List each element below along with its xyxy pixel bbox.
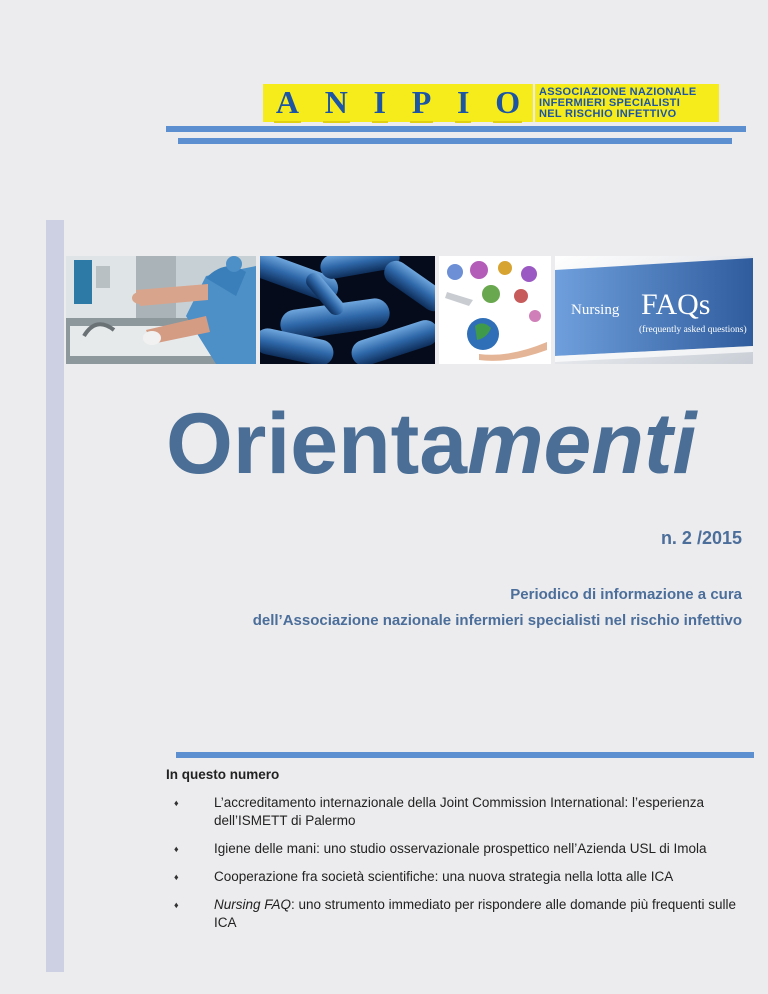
logo-letter: A xyxy=(274,84,301,123)
handwashing-photo xyxy=(66,256,256,364)
contents-list xyxy=(166,794,746,942)
subtitle-line-2: dell’Associazione nazionale infermieri specialisti nel rischio infettivo xyxy=(252,612,742,629)
bullet-diamond-icon: ♦ xyxy=(174,844,179,854)
nursing-faqs-card xyxy=(555,256,753,364)
list-item xyxy=(166,794,746,830)
title-part-regular: Orienta xyxy=(166,396,468,492)
list-item xyxy=(166,896,746,932)
contents-rule xyxy=(176,752,754,758)
list-item-text: : uno strumento immediato per rispondere alle domande più frequenti sulle ICA xyxy=(214,897,737,930)
list-item-lead: Nursing FAQ xyxy=(214,897,292,912)
logo-letter: O xyxy=(493,84,522,123)
anipio-logo xyxy=(263,84,719,122)
faq-subtitle: (frequently asked questions) xyxy=(639,325,747,335)
logo-letter: I xyxy=(372,84,388,123)
bullet-diamond-icon: ♦ xyxy=(174,900,179,910)
publication-title xyxy=(166,396,746,492)
title-part-italic: menti xyxy=(467,396,697,492)
list-item-text: L’accreditamento internazionale della Joint Commission International: l’esperienza dell’ISMETT di Palermo xyxy=(214,795,705,828)
subtitle-line-1: Periodico di informazione a cura xyxy=(510,586,742,603)
faq-word-nursing: Nursing xyxy=(571,302,620,318)
list-item xyxy=(166,840,746,858)
logo-line: ASSOCIAZIONE NAZIONALE xyxy=(539,85,697,98)
side-strip xyxy=(46,220,64,972)
faq-word-faqs: FAQs xyxy=(641,288,711,321)
header-rule-bottom xyxy=(178,138,732,144)
contents-heading: In questo numero xyxy=(166,767,280,782)
bullet-diamond-icon: ♦ xyxy=(174,798,179,808)
header-rule-top xyxy=(166,126,746,132)
logo-line: INFERMIERI SPECIALISTI xyxy=(539,96,681,109)
germs-globe-illustration xyxy=(439,256,551,364)
issue-number: n. 2 /2015 xyxy=(660,528,742,548)
logo-letter: I xyxy=(455,84,471,123)
logo-association-name xyxy=(535,84,719,122)
list-item-text: Igiene delle mani: uno studio osservazionale prospettico nell’Azienda USL di Imola xyxy=(214,841,707,856)
logo-letters xyxy=(263,84,533,122)
bacteria-photo xyxy=(260,256,435,364)
logo-letter: P xyxy=(410,84,434,123)
bullet-diamond-icon: ♦ xyxy=(174,872,179,882)
logo-letter: N xyxy=(323,84,350,123)
logo-line: NEL RISCHIO INFETTIVO xyxy=(539,107,677,120)
list-item xyxy=(166,868,746,886)
list-item-text: Cooperazione fra società scientifiche: una nuova strategia nella lotta alle ICA xyxy=(214,869,674,884)
